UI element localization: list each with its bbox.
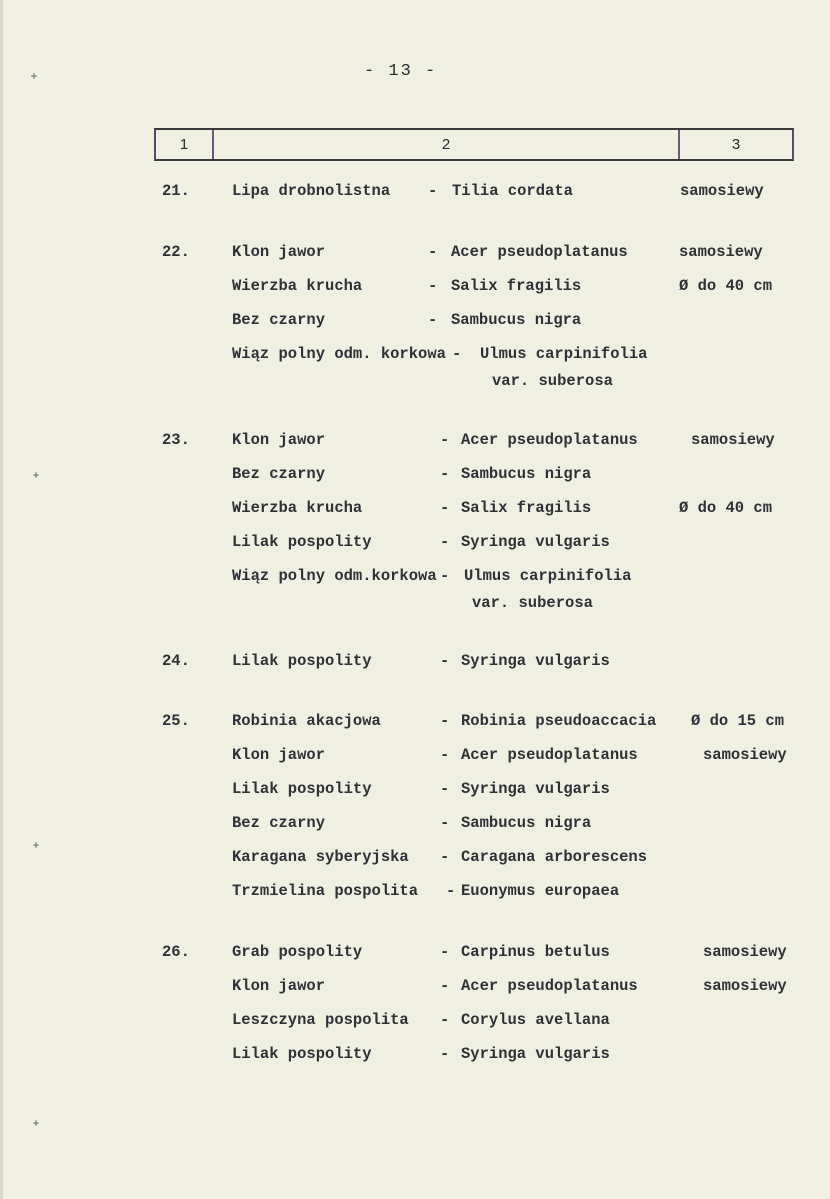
polish-name: Lilak pospolity <box>232 652 372 670</box>
entry-number: 23. <box>162 431 190 449</box>
polish-name: Wierzba krucha <box>232 499 363 517</box>
separator: - <box>440 712 459 730</box>
polish-name: Grab pospolity <box>232 943 363 961</box>
latin-name: Sambucus nigra <box>461 465 592 483</box>
separator: - <box>440 814 459 832</box>
separator: - <box>440 943 459 961</box>
entry-number: 25. <box>162 712 190 730</box>
polish-name: Karagana syberyjska <box>232 848 409 866</box>
page-number: - 13 - <box>364 62 438 81</box>
separator: - <box>440 1045 459 1063</box>
separator: - <box>440 746 459 764</box>
polish-name: Bez czarny <box>232 814 326 832</box>
polish-name: Trzmielina pospolita <box>232 882 419 900</box>
polish-name: Klon jawor <box>232 977 326 995</box>
polish-name: Lilak pospolity <box>232 533 372 551</box>
note: Ø do 15 cm <box>691 712 785 730</box>
latin-name: Syringa vulgaris <box>461 1045 610 1063</box>
polish-name: Lilak pospolity <box>232 780 372 798</box>
note: samosiewy <box>691 431 775 449</box>
entry-number: 24. <box>162 652 190 670</box>
note: samosiewy <box>703 977 787 995</box>
column-header-3: 3 <box>731 136 741 153</box>
polish-name: Wierzba krucha <box>232 277 363 295</box>
registration-mark-icon: + <box>32 469 40 483</box>
polish-name: Bez czarny <box>232 465 326 483</box>
polish-name: Klon jawor <box>232 746 326 764</box>
note: samosiewy <box>680 182 764 200</box>
separator: - <box>446 882 465 900</box>
latin-name: Euonymus europaea <box>461 882 620 900</box>
separator: - <box>452 345 471 363</box>
latin-name: Syringa vulgaris <box>461 652 610 670</box>
table-header <box>154 128 794 161</box>
latin-name: Sambucus nigra <box>461 814 592 832</box>
separator: - <box>440 848 459 866</box>
separator: - <box>440 499 459 517</box>
polish-name: Bez czarny <box>232 311 326 329</box>
separator: - <box>440 652 459 670</box>
note: samosiewy <box>703 746 787 764</box>
latin-name-continued: var. suberosa <box>492 372 613 390</box>
note: samosiewy <box>703 943 787 961</box>
entry-number: 22. <box>162 243 190 261</box>
latin-name: Ulmus carpinifolia <box>480 345 648 363</box>
latin-name: Syringa vulgaris <box>461 533 610 551</box>
latin-name: Robinia pseudoaccacia <box>461 712 657 730</box>
polish-name: Robinia akacjowa <box>232 712 381 730</box>
separator: - <box>440 465 459 483</box>
latin-name: Acer pseudoplatanus <box>461 977 638 995</box>
latin-name: Carpinus betulus <box>461 943 610 961</box>
entry-number: 26. <box>162 943 190 961</box>
polish-name: Lipa drobnolistna <box>232 182 391 200</box>
page-edge <box>0 0 3 1199</box>
separator: - <box>440 567 459 585</box>
separator: - <box>440 533 459 551</box>
latin-name: Ulmus carpinifolia <box>464 567 632 585</box>
latin-name: Tilia cordata <box>452 182 573 200</box>
latin-name: Caragana arborescens <box>461 848 648 866</box>
registration-mark-icon: + <box>32 1117 40 1131</box>
separator: - <box>440 780 459 798</box>
polish-name: Wiąz polny odm.korkowa <box>232 567 437 585</box>
column-header-1: 1 <box>156 130 214 159</box>
separator: - <box>440 431 459 449</box>
latin-name: Salix fragilis <box>451 277 582 295</box>
latin-name: Syringa vulgaris <box>461 780 610 798</box>
latin-name: Sambucus nigra <box>451 311 582 329</box>
polish-name: Klon jawor <box>232 431 326 449</box>
note: samosiewy <box>679 243 763 261</box>
note: Ø do 40 cm <box>679 499 773 517</box>
separator: - <box>428 243 447 261</box>
separator: - <box>428 277 447 295</box>
polish-name: Leszczyna pospolita <box>232 1011 409 1029</box>
entry-number: 21. <box>162 182 190 200</box>
polish-name: Lilak pospolity <box>232 1045 372 1063</box>
separator: - <box>428 311 447 329</box>
latin-name: Acer pseudoplatanus <box>451 243 628 261</box>
latin-name: Acer pseudoplatanus <box>461 746 638 764</box>
polish-name: Wiąz polny odm. korkowa <box>232 345 446 363</box>
polish-name: Klon jawor <box>232 243 326 261</box>
separator: - <box>440 1011 459 1029</box>
registration-mark-icon: + <box>32 839 40 853</box>
registration-mark-icon: + <box>30 70 38 84</box>
column-header-2: 2 <box>214 130 680 159</box>
separator: - <box>428 182 447 200</box>
latin-name: Salix fragilis <box>461 499 592 517</box>
latin-name: Acer pseudoplatanus <box>461 431 638 449</box>
note: Ø do 40 cm <box>679 277 773 295</box>
separator: - <box>440 977 459 995</box>
latin-name: Corylus avellana <box>461 1011 610 1029</box>
latin-name-continued: var. suberosa <box>472 594 593 612</box>
